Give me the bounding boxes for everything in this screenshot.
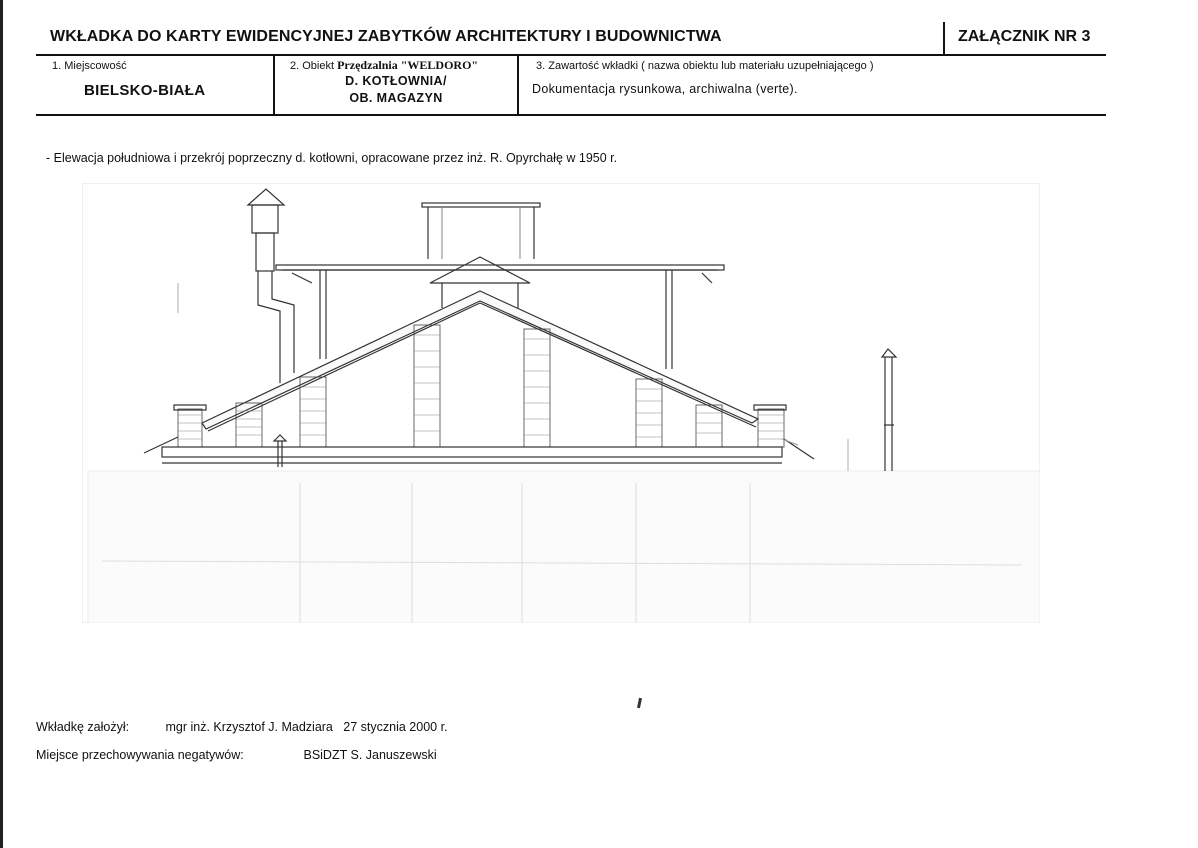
hatch-lines (178, 335, 784, 439)
scan-edge (0, 0, 3, 848)
created-line (36, 720, 448, 734)
locality-label: 1. Miejscowość (52, 60, 127, 72)
annex-label: ZAŁĄCZNIK NR 3 (958, 28, 1091, 45)
created-value: mgr inż. Krzysztof J. Madziara 27 stycznia 2000 r. (165, 720, 448, 734)
drawing-frame (82, 183, 1040, 623)
object-line-2: D. KOTŁOWNIA/ (345, 74, 447, 88)
building-elevation (144, 189, 896, 471)
object-line-3: OB. MAGAZYN (349, 91, 443, 105)
hatched-pilasters (178, 325, 784, 447)
fields-rule (36, 114, 1106, 116)
header-title: WKŁADKA DO KARTY EWIDENCYJNEJ ZABYTKÓW ARCHITEKTURY I BUDOWNICTWA (50, 28, 722, 45)
storage-line (36, 748, 437, 762)
contents-label: 3. Zawartość wkładki ( nazwa obiektu lub materiału uzupełniającego ) (536, 60, 874, 72)
object-label (290, 58, 478, 73)
object-label-prefix: 2. Obiekt (290, 60, 335, 72)
scan-speck (637, 698, 642, 708)
header-separator (943, 22, 945, 54)
storage-value: BSiDZT S. Januszewski (303, 748, 437, 762)
drawing-caption: - Elewacja południowa i przekrój poprzeczny d. kotłowni, opracowane przez inż. R. Opyrchałę w 1950 r. (46, 151, 618, 165)
header-rule (36, 54, 1106, 56)
elevation-drawing (82, 183, 1040, 623)
object-name: Przędzalnia "WELDORO" (337, 58, 479, 72)
storage-label: Miejsce przechowywania negatywów: (36, 748, 244, 762)
created-label: Wkładkę założył: (36, 720, 130, 734)
contents-value: Dokumentacja rysunkowa, archiwalna (verte). (532, 82, 798, 96)
locality-value: BIELSKO-BIAŁA (84, 82, 206, 99)
field-separator-2 (517, 55, 519, 115)
